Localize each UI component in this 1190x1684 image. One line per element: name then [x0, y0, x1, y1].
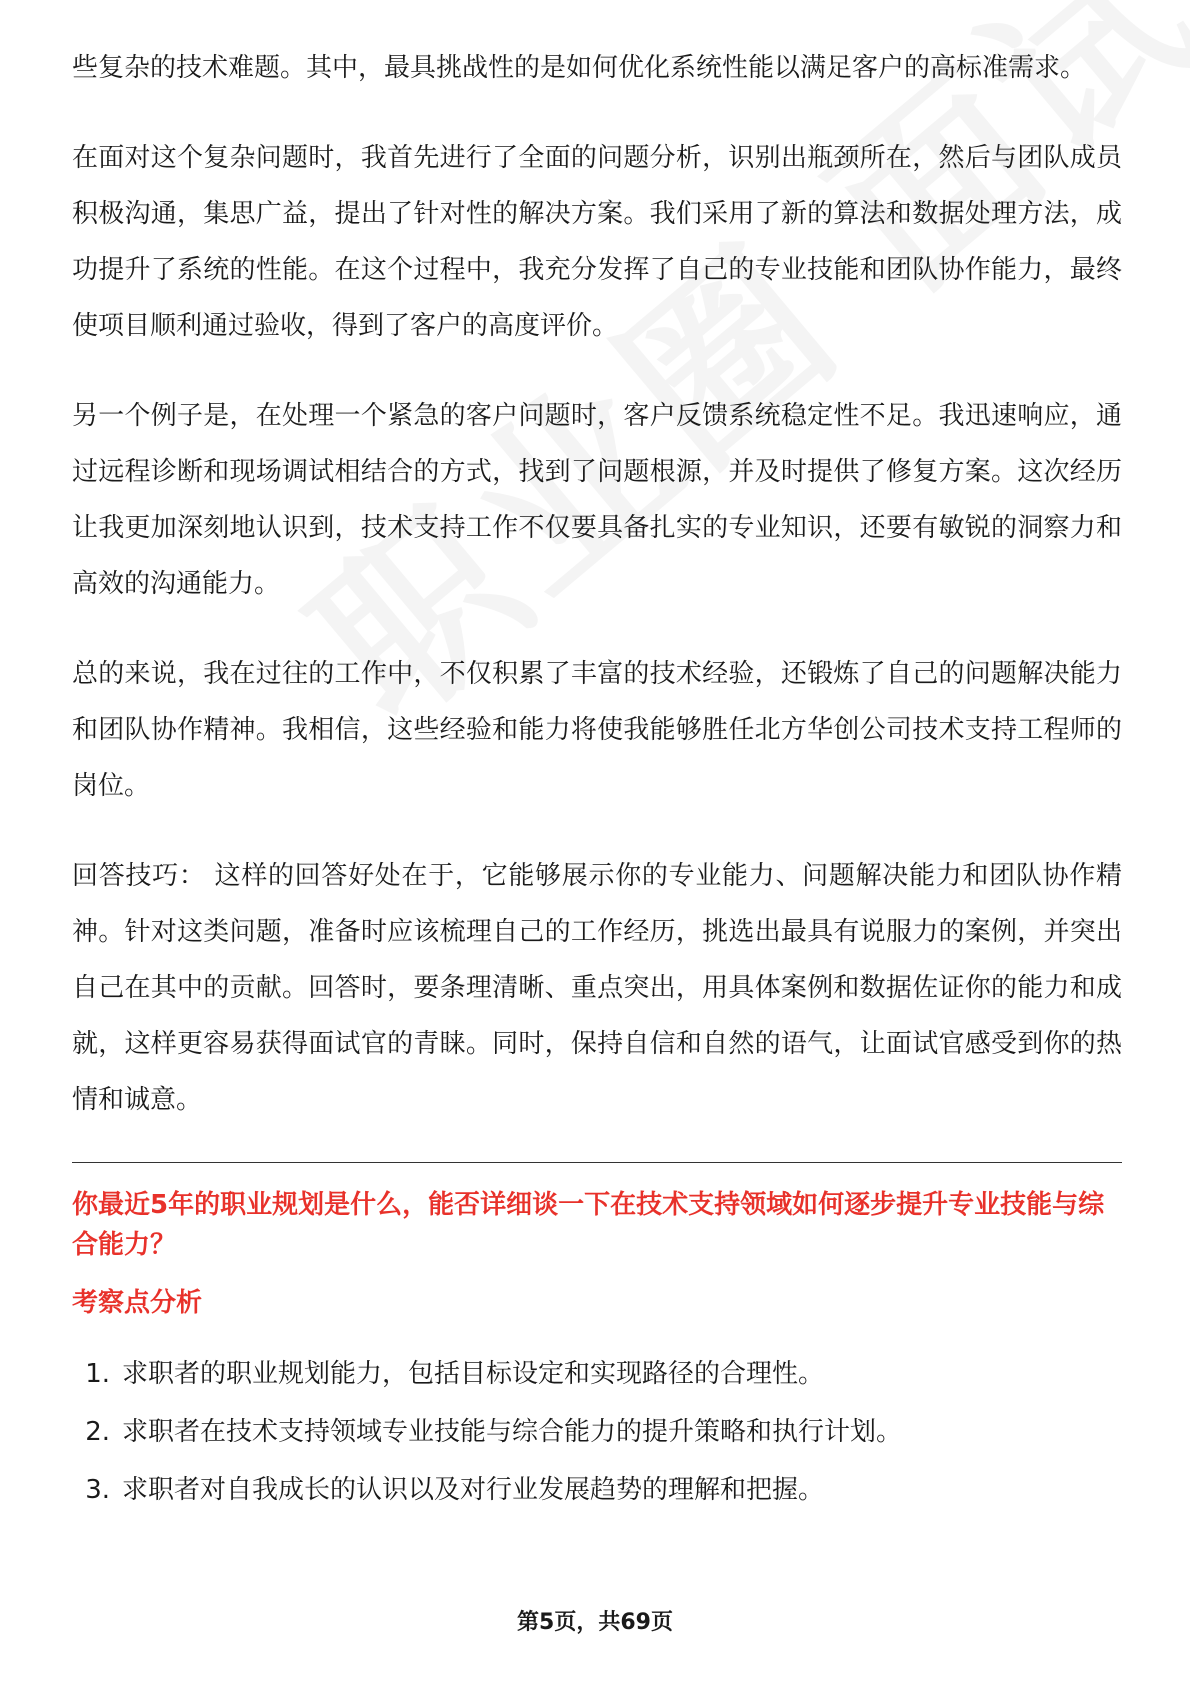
paragraph: 另一个例子是，在处理一个紧急的客户问题时，客户反馈系统稳定性不足。我迅速响应，通过远程诊断和现场调试相结合的方式，找到了问题根源，并及时提供了修复方案。这次经历让我更加深刻地认识到，技术支持工作不仅要具备扎实的专业知识，还要有敏锐的洞察力和高效的沟通能力。	[72, 401, 1122, 599]
page-content	[72, 40, 1122, 1519]
list-item	[72, 1403, 1122, 1461]
list-item-text: 求职者在技术支持领域专业技能与综合能力的提升策略和执行计划。	[122, 1417, 903, 1447]
list-number: 1.	[85, 1359, 110, 1389]
page-footer: 第5页，共69页	[517, 1610, 673, 1635]
list-number: 2.	[85, 1417, 110, 1447]
paragraph: 在面对这个复杂问题时，我首先进行了全面的问题分析，识别出瓶颈所在，然后与团队成员积极沟通，集思广益，提出了针对性的解决方案。我们采用了新的算法和数据处理方法，成功提升了系统的性能。在这个过程中，我充分发挥了自己的专业技能和团队协作能力，最终使项目顺利通过验收，得到了客户的高度评价。	[72, 143, 1122, 341]
paragraph: 些复杂的技术难题。其中，最具挑战性的是如何优化系统性能以满足客户的高标准需求。	[72, 53, 1087, 83]
paragraph: 总的来说，我在过往的工作中，不仅积累了丰富的技术经验，还锻炼了自己的问题解决能力和团队协作精神。我相信，这些经验和能力将使我能够胜任北方华创公司技术支持工程师的岗位。	[72, 659, 1122, 801]
list-item	[72, 1461, 1122, 1519]
answer-tips-paragraph: 回答技巧： 这样的回答好处在于，它能够展示你的专业能力、问题解决能力和团队协作精神。针对这类问题，准备时应该梳理自己的工作经历，挑选出最具有说服力的案例，并突出自己在其中的贡献。回答时，要条理清晰、重点突出，用具体案例和数据佐证你的能力和成就，这样更容易获得面试官的青睐。同时，保持自信和自然的语气，让面试官感受到你的热情和诚意。	[72, 861, 1122, 1115]
section-divider	[72, 1162, 1122, 1163]
analysis-heading: 考察点分析	[72, 1288, 203, 1318]
analysis-points-list	[72, 1345, 1122, 1519]
list-item-text: 求职者的职业规划能力，包括目标设定和实现路径的合理性。	[122, 1359, 825, 1389]
question-heading: 你最近5年的职业规划是什么，能否详细谈一下在技术支持领域如何逐步提升专业技能与综合能力？	[72, 1190, 1105, 1260]
list-item	[72, 1345, 1122, 1403]
list-number: 3.	[85, 1475, 110, 1505]
list-item-text: 求职者对自我成长的认识以及对行业发展趋势的理解和把握。	[122, 1475, 825, 1505]
